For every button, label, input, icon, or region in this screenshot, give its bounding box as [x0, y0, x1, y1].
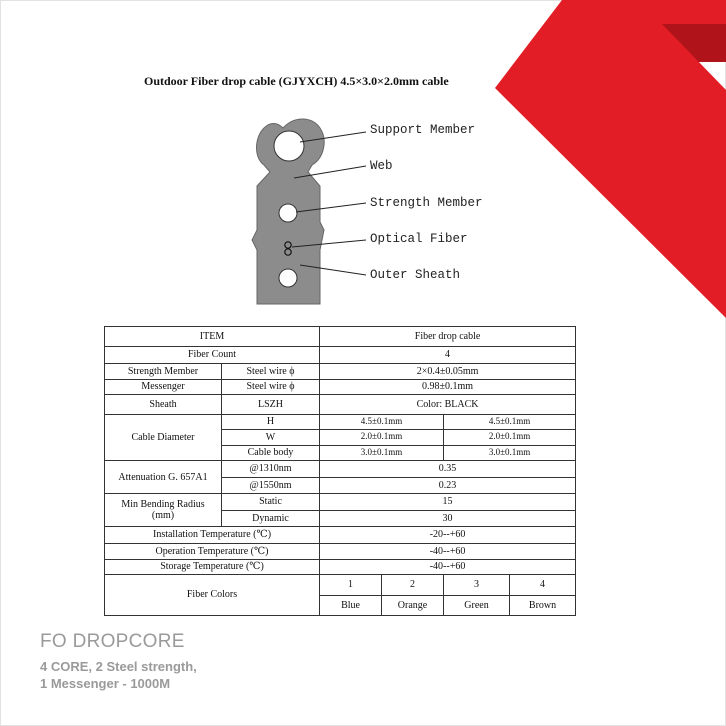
bending-mode: Dynamic [222, 510, 320, 527]
table-row [105, 461, 576, 478]
storage-temp-value: -40--+60 [320, 560, 576, 574]
spec-table [104, 326, 576, 616]
diameter-dim: W [222, 430, 320, 445]
table-row [105, 379, 576, 394]
strength-member-bottom [279, 269, 297, 287]
messenger-label: Messenger [105, 379, 222, 394]
storage-temp-label: Storage Temperature (℃) [105, 560, 320, 574]
fiber-number: 2 [382, 574, 444, 596]
table-row [105, 574, 576, 596]
table-row [105, 560, 576, 574]
attenuation-value: 0.35 [320, 461, 576, 478]
diameter-dim: Cable body [222, 445, 320, 460]
messenger-value: 0.98±0.1mm [320, 379, 576, 394]
cable-cross-section-diagram [250, 110, 510, 310]
fiber-color: Brown [510, 596, 576, 616]
bending-label-line2: (mm) [151, 510, 175, 522]
diameter-value-1: 2.0±0.1mm [320, 430, 444, 445]
fiber-number: 1 [320, 574, 382, 596]
table-row [105, 527, 576, 544]
fiber-count-label: Fiber Count [105, 346, 320, 364]
optical-fiber-2 [285, 249, 291, 255]
attenuation-wavelength: @1310nm [222, 461, 320, 478]
header-item: ITEM [105, 327, 320, 347]
table-row [105, 494, 576, 511]
label-outer-sheath: Outer Sheath [370, 268, 461, 282]
installation-temp-value: -20--+60 [320, 527, 576, 544]
label-support-member: Support Member [370, 123, 476, 137]
brand-line-1: 4 CORE, 2 Steel strength, [40, 659, 197, 674]
fiber-color: Blue [320, 596, 382, 616]
diameter-value-1: 3.0±0.1mm [320, 445, 444, 460]
diameter-value-2: 3.0±0.1mm [444, 445, 576, 460]
bending-mode: Static [222, 494, 320, 511]
fiber-number: 4 [510, 574, 576, 596]
optical-fiber-1 [285, 242, 291, 248]
brand-title: FO DROPCORE [40, 631, 185, 652]
strength-member-label: Strength Member [105, 364, 222, 379]
label-optical-fiber: Optical Fiber [370, 232, 468, 246]
diameter-value-1: 4.5±0.1mm [320, 414, 444, 429]
sheath-value: Color: BLACK [320, 395, 576, 415]
sheath-label: Sheath [105, 395, 222, 415]
label-strength-member: Strength Member [370, 196, 483, 210]
fiber-color: Green [444, 596, 510, 616]
messenger-material: Steel wire ϕ [222, 379, 320, 394]
table-row [105, 543, 576, 560]
label-web: Web [370, 159, 393, 173]
attenuation-value: 0.23 [320, 477, 576, 494]
attenuation-wavelength: @1550nm [222, 477, 320, 494]
fiber-number: 3 [444, 574, 510, 596]
table-row [105, 395, 576, 415]
table-row [105, 346, 576, 364]
strength-member-material: Steel wire ϕ [222, 364, 320, 379]
cable-diameter-label: Cable Diameter [105, 414, 222, 460]
operation-temp-value: -40--+60 [320, 543, 576, 560]
document-title: Outdoor Fiber drop cable (GJYXCH) 4.5×3.0×2.0mm cable [144, 74, 449, 88]
strength-member-top [279, 204, 297, 222]
operation-temp-label: Operation Temperature (℃) [105, 543, 320, 560]
attenuation-label: Attenuation G. 657A1 [105, 461, 222, 494]
diameter-dim: H [222, 414, 320, 429]
fiber-colors-label: Fiber Colors [105, 574, 320, 615]
installation-temp-label: Installation Temperature (℃) [105, 527, 320, 544]
sheath-material: LSZH [222, 395, 320, 415]
brand-line-2: 1 Messenger - 1000M [40, 676, 171, 691]
bending-value: 15 [320, 494, 576, 511]
header-value: Fiber drop cable [320, 327, 576, 347]
table-row [105, 364, 576, 379]
bending-label-line1: Min Bending Radius [121, 499, 205, 511]
diameter-value-2: 2.0±0.1mm [444, 430, 576, 445]
table-row [105, 414, 576, 429]
messenger-wire [274, 131, 304, 161]
strength-member-value: 2×0.4±0.05mm [320, 364, 576, 379]
fiber-color: Orange [382, 596, 444, 616]
bending-value: 30 [320, 510, 576, 527]
bending-label [105, 494, 222, 527]
fiber-count-value: 4 [320, 346, 576, 364]
diameter-value-2: 4.5±0.1mm [444, 414, 576, 429]
table-row [105, 327, 576, 347]
